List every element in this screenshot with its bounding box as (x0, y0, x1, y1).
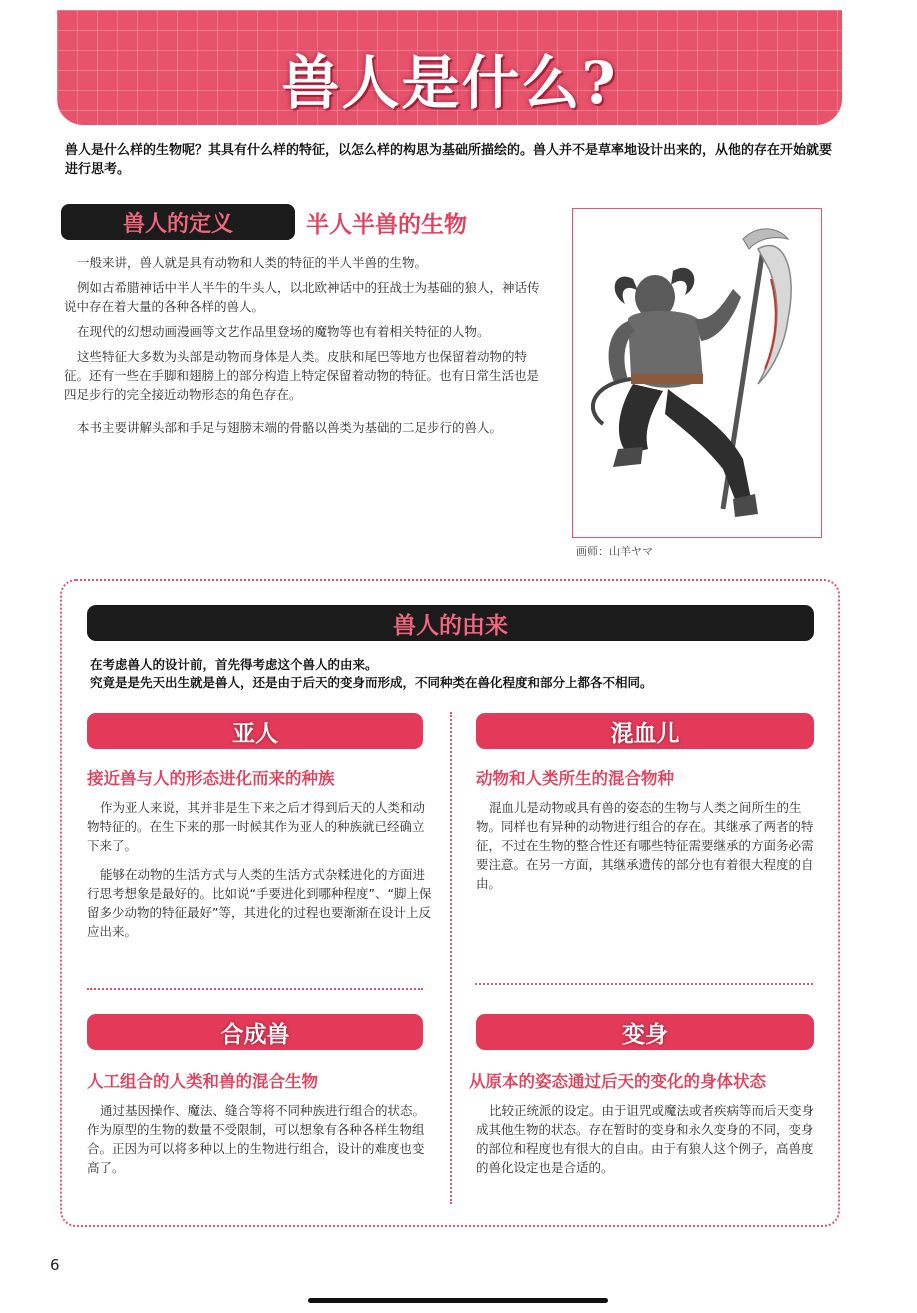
section-paragraph: 比较正统派的设定。由于诅咒或魔法或者疾病等而后天变身成其他生物的状态。存在暂时的变身和永久变身的不同，变身的部位和程度也有很大的自由。由于有狼人这个例子，高兽度的兽化设定也是合适的。 (476, 1103, 815, 1175)
definition-label: 兽人的定义 (61, 204, 295, 240)
column-divider (450, 712, 452, 1204)
origin-lead (90, 656, 820, 692)
row-divider-left (87, 988, 423, 990)
definition-paragraph: 这些特征大多数为头部是动物而身体是人类。皮肤和尾巴等地方也保留着动物的特征。还有一些在手脚和翅膀上的部分构造上特定保留着动物的特征。也有日常生活也是四足步行的完全接近动物形态的角色存在。 (64, 349, 540, 402)
ram-beastman-figure (573, 209, 820, 536)
section-paragraph: 混血儿是动物或具有兽的姿态的生物与人类之间所生的生物。同样也有异种的动物进行组合的存在。其继承了两者的特征，不过在生物的整合性还有哪些特征需要继承的方面务必需要注意。在另一方面，其继承遗传的部分也有着很大程度的自由。 (476, 800, 814, 891)
row-divider-right (475, 983, 813, 985)
beastman-illustration (572, 208, 822, 538)
section-hybrid-label: 混血儿 (476, 713, 814, 749)
illustration-credit: 画师：山羊ヤマ (576, 545, 653, 558)
section-hybrid-body (476, 798, 824, 903)
page-number: 6 (50, 1256, 60, 1274)
definition-subtitle: 半人半兽的生物 (306, 212, 467, 238)
definition-body (64, 253, 548, 443)
intro-text: 兽人是什么样的生物呢？其具有什么样的特征，以怎么样的构思为基础所描绘的。兽人并不是草率地设计出来的，从他的存在开始就要进行思考。 (65, 143, 833, 177)
section-hybrid-subtitle: 动物和人类所生的混合物种 (476, 769, 674, 788)
origin-lead-line: 在考虑兽人的设计前，首先得考虑这个兽人的由来。 (90, 657, 378, 672)
origin-heading: 兽人的由来 (87, 605, 814, 641)
section-paragraph: 作为亚人来说，其并非是生下来之后才得到后天的人类和动物特征的。在生下来的那一时候其作为亚人的种族就已经确立下来了。 (87, 800, 426, 853)
section-chimera-body (87, 1101, 432, 1187)
definition-paragraph: 例如古希腊神话中半人半牛的牛头人，以北欧神话中的狂战士为基础的狼人，神话传说中存在着大量的各种各样的兽人。 (64, 280, 540, 314)
section-transformation-body (476, 1101, 824, 1187)
section-transformation-label: 变身 (476, 1014, 814, 1050)
section-transformation-subtitle: 从原本的姿态通过后天的变化的身体状态 (469, 1072, 766, 1091)
section-paragraph: 通过基因操作、魔法、缝合等将不同种族进行组合的状态。作为原型的生物的数量不受限制，可以想象有各种各样生物组合。正因为可以将多种以上的生物进行组合，设计的难度也变高了。 (87, 1103, 426, 1175)
definition-paragraph: 本书主要讲解头部和手足与翅膀末端的骨骼以兽类为基础的二足步行的兽人。 (77, 420, 503, 435)
definition-paragraph: 一般来讲，兽人就是具有动物和人类的特征的半人半兽的生物。 (77, 255, 428, 270)
home-indicator[interactable] (308, 1298, 608, 1303)
section-paragraph: 能够在动物的生活方式与人类的生活方式杂糅进化的方面进行思考想象是最好的。比如说“手要进化到哪种程度”、“脚上保留多少动物的特征最好”等，其进化的过程也要渐渐在设计上反应出来。 (87, 867, 432, 939)
section-chimera-label: 合成兽 (87, 1014, 423, 1050)
section-demihuman-label: 亚人 (87, 713, 423, 749)
definition-paragraph: 在现代的幻想动画漫画等文艺作品里登场的魔物等也有着相关特征的人物。 (77, 324, 490, 339)
section-demihuman-body (87, 798, 432, 951)
section-demihuman-subtitle: 接近兽与人的形态进化而来的种族 (87, 769, 335, 788)
title-banner (57, 10, 842, 125)
section-chimera-subtitle: 人工组合的人类和兽的混合生物 (87, 1072, 318, 1091)
origin-lead-line: 究竟是是先天出生就是兽人，还是由于后天的变身而形成，不同种类在兽化程度和部分上都各不相同。 (90, 675, 653, 690)
page-title: 兽人是什么? (281, 49, 618, 117)
